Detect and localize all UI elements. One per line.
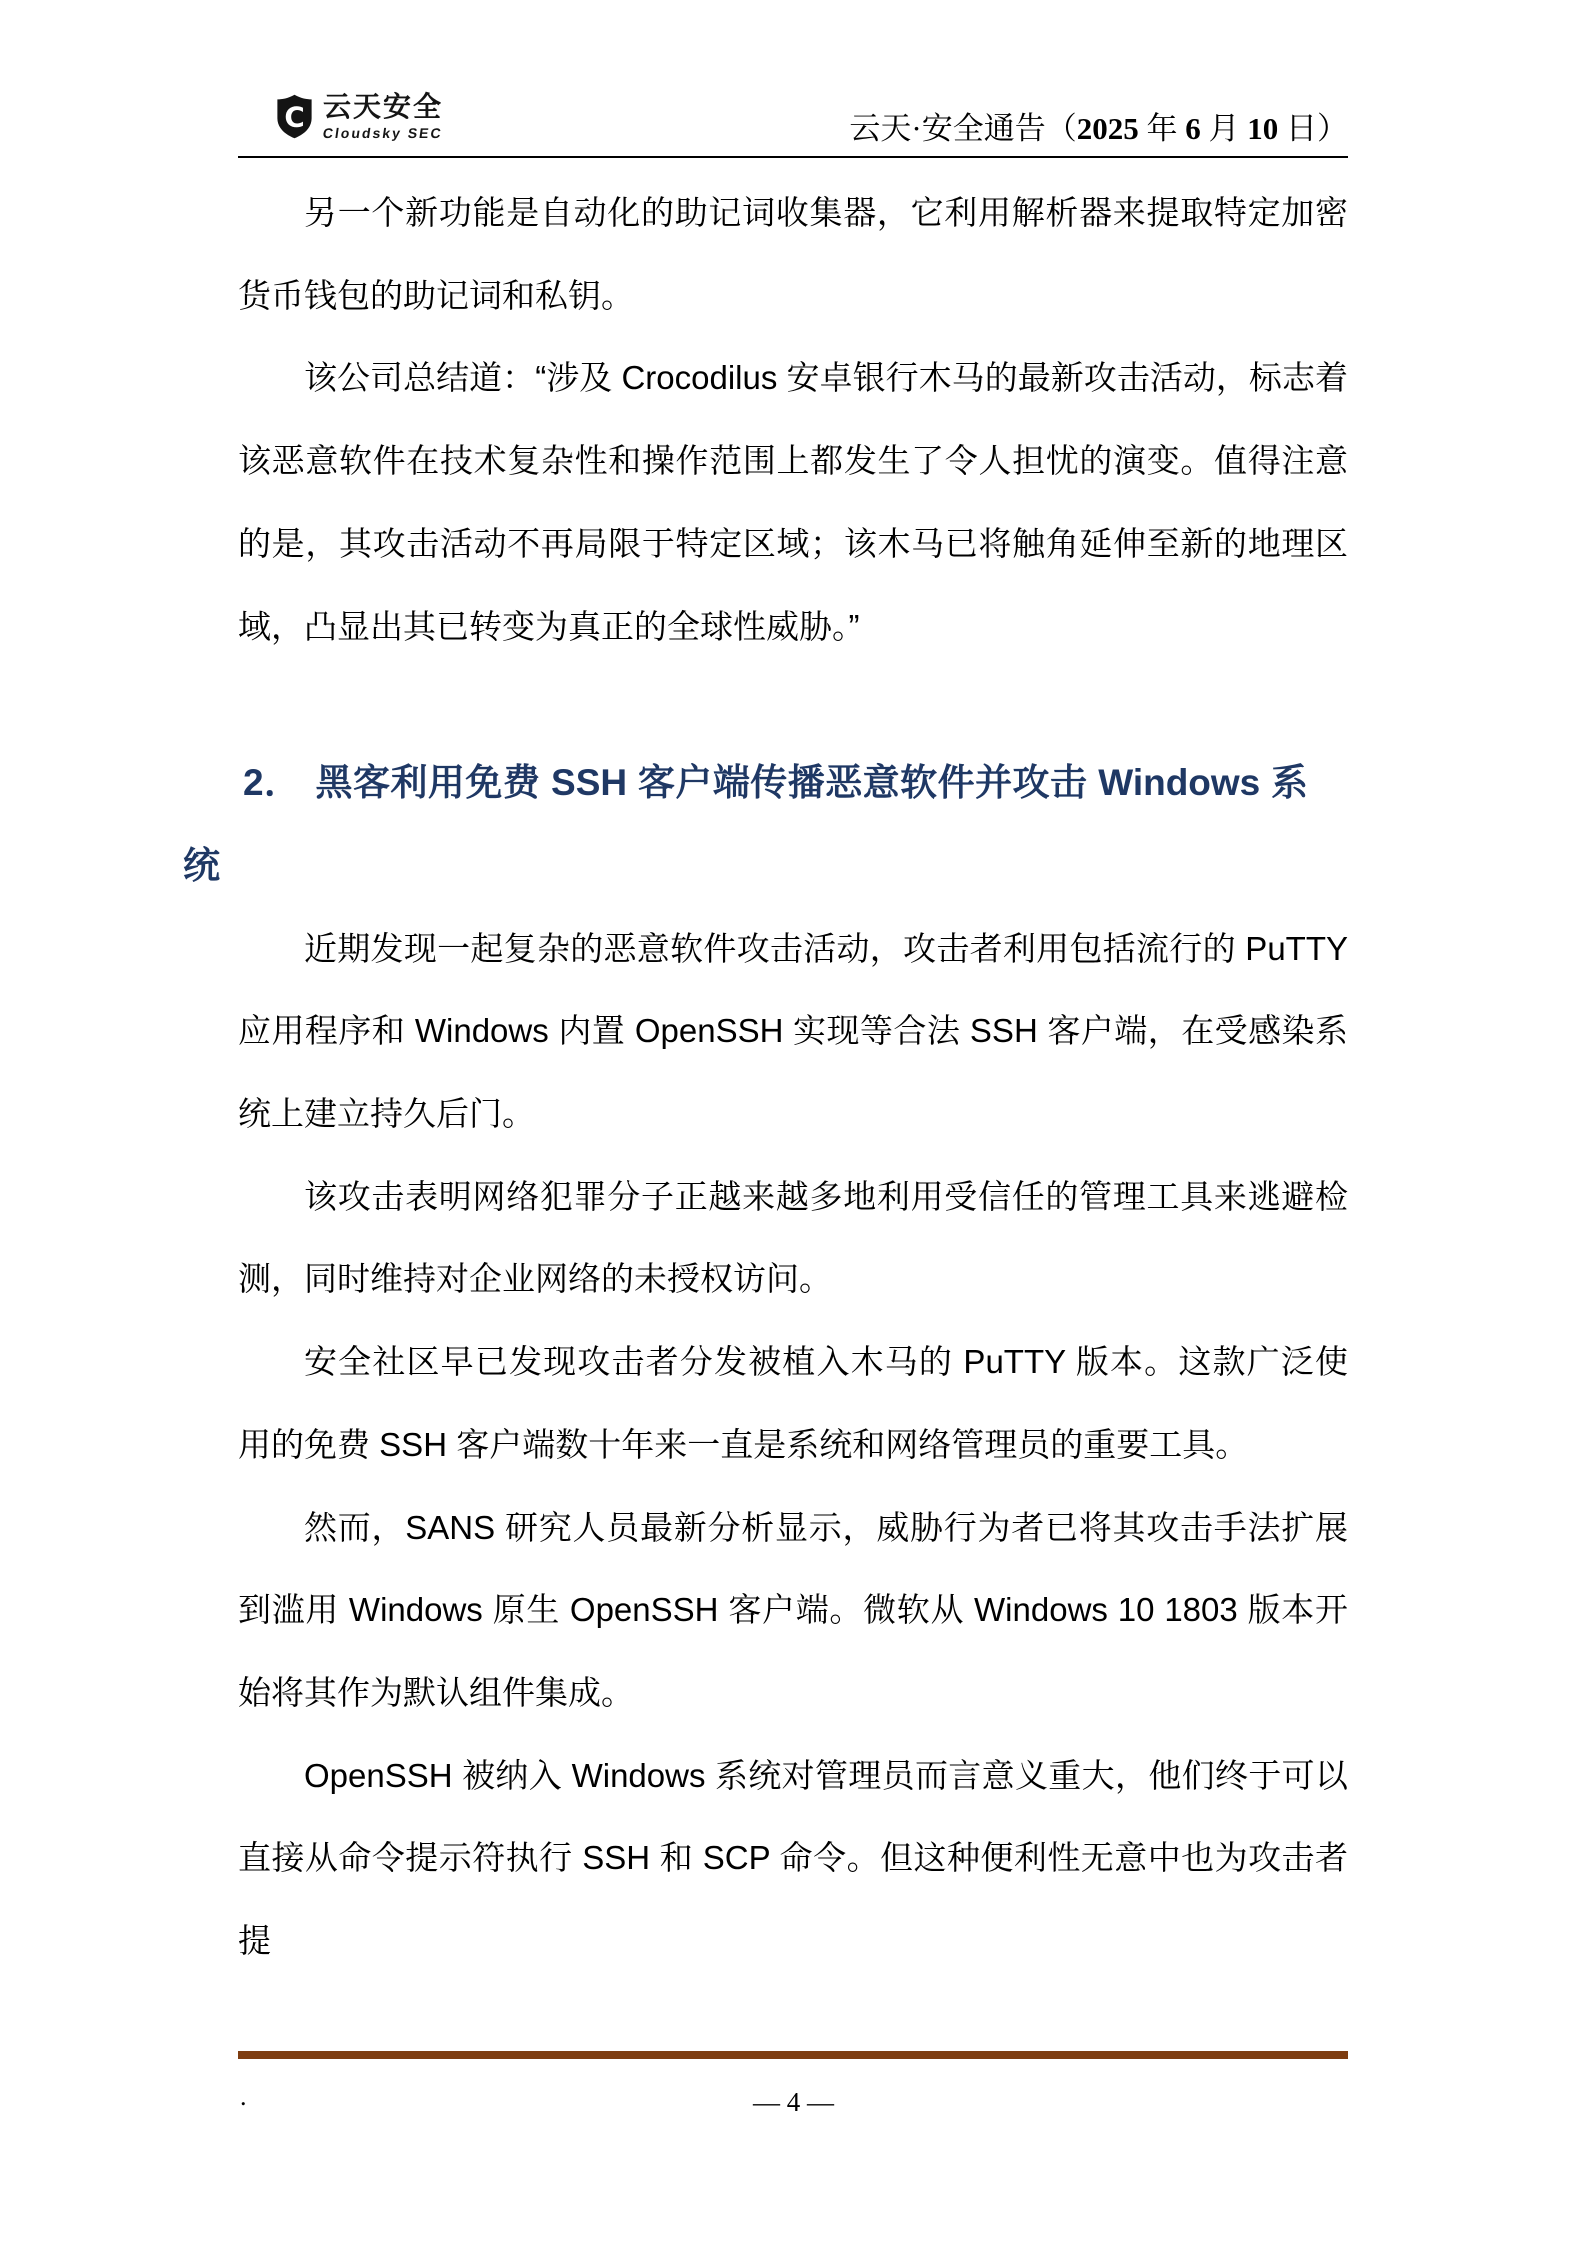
header-title-text: 年 xyxy=(1138,111,1186,146)
header-title-number: 6 xyxy=(1185,111,1201,146)
body-paragraph: 然而，SANS 研究人员最新分析显示，威胁行为者已将其攻击手法扩展到滥用 Windows 原生 OpenSSH 客户端。微软从 Windows 10 1803 版本开始将其作为默认组件集成。 xyxy=(238,1508,1348,1711)
brand-text-block xyxy=(323,92,443,141)
header-title-text: 云天·安全通告（ xyxy=(849,111,1077,146)
footer-divider xyxy=(238,2051,1348,2059)
body-paragraph: 该攻击表明网络犯罪分子正越来越多地利用受信任的管理工具来逃避检测，同时维持对企业网络的未授权访问。 xyxy=(238,1177,1348,1298)
header-divider xyxy=(238,156,1348,158)
document-body xyxy=(183,172,1348,1983)
body-paragraph: 近期发现一起复杂的恶意软件攻击活动，攻击者利用包括流行的 PuTTY 应用程序和 Windows 内置 OpenSSH 实现等合法 SSH 客户端，在受感染系统上建立持久后门。 xyxy=(238,929,1348,1133)
header-title-number: 10 xyxy=(1247,111,1279,146)
section-heading-number: 2． xyxy=(243,762,302,804)
page-number: — 4 — xyxy=(753,2087,834,2117)
shield-c-logo-icon xyxy=(276,93,313,140)
document-header-title xyxy=(849,103,1348,148)
brand-name-cn: 云天安全 xyxy=(323,91,444,122)
svg-text:C: C xyxy=(284,100,305,134)
body-paragraph: 安全社区早已发现攻击者分发被植入木马的 PuTTY 版本。这款广泛使用的免费 SSH 客户端数十年来一直是系统和网络管理员的重要工具。 xyxy=(238,1343,1348,1463)
brand-name-en: Cloudsky SEC xyxy=(321,125,444,142)
section-heading xyxy=(183,742,1308,907)
body-paragraph: OpenSSH 被纳入 Windows 系统对管理员而言意义重大，他们终于可以直接从命令提示符执行 SSH 和 SCP 命令。但这种便利性无意中也为攻击者提 xyxy=(238,1756,1348,1960)
header-title-text: 月 xyxy=(1200,111,1248,146)
header-title-number: 2025 xyxy=(1076,111,1139,146)
header-title-text: 日） xyxy=(1278,111,1348,146)
section-heading-text: 黑客利用免费 SSH 客户端传播恶意软件并攻击 Windows 系统 xyxy=(183,762,1309,886)
stray-period-mark: . xyxy=(240,2082,247,2111)
body-paragraph: 该公司总结道：“涉及 Crocodilus 安卓银行木马的最新攻击活动，标志着该恶意软件在技术复杂性和操作范围上都发生了令人担忧的演变。值得注意的是，其攻击活动不再局限于特定区域；该木马已将触角延伸至新的地理区域，凸显出其已转变为真正的全球性威胁。” xyxy=(238,359,1348,645)
body-paragraph: 另一个新功能是自动化的助记词收集器，它利用解析器来提取特定加密货币钱包的助记词和私钥。 xyxy=(238,194,1348,314)
brand-logo xyxy=(276,92,443,141)
